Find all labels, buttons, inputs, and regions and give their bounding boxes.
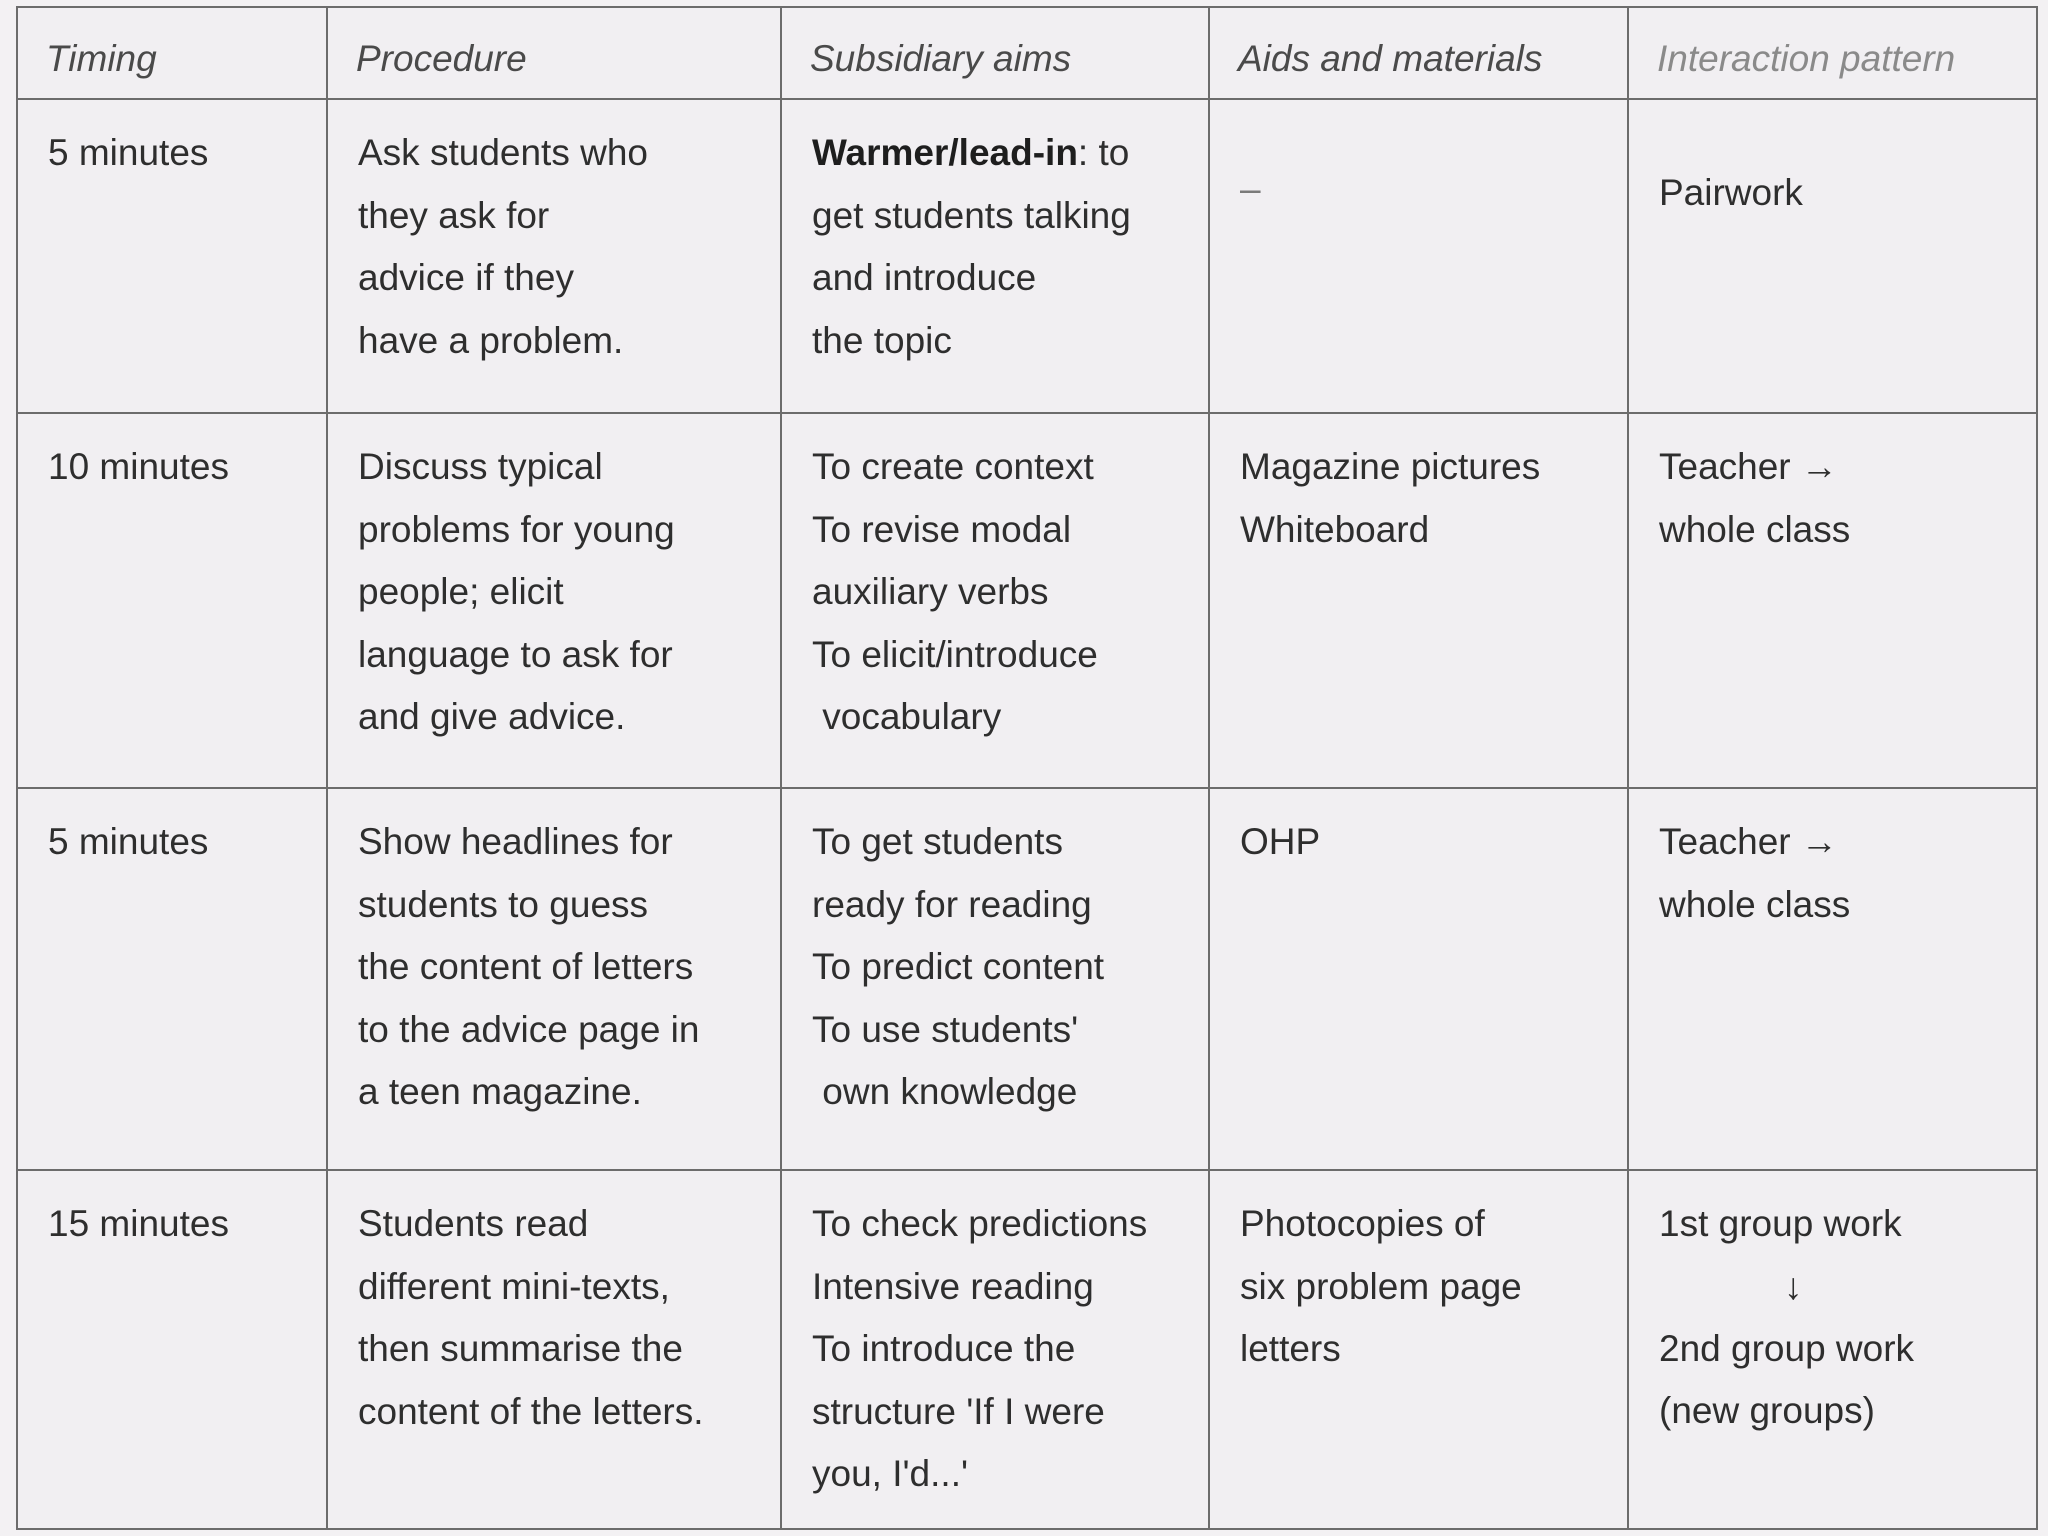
header-row xyxy=(17,7,2037,99)
cell-aids xyxy=(1209,788,1628,1170)
cell-timing xyxy=(17,413,327,788)
aids-line: letters xyxy=(1240,1328,1341,1369)
procedure-line: students to guess xyxy=(358,883,649,925)
aims-line: To create context xyxy=(812,446,1094,487)
cell-procedure xyxy=(327,788,781,1170)
aims-line: the topic xyxy=(812,319,952,361)
aims-line: ready for reading xyxy=(812,883,1092,925)
interaction-line: Teacher → xyxy=(1659,821,1838,862)
procedure-line: and give advice. xyxy=(358,696,626,737)
header-interaction-pattern: Interaction pattern xyxy=(1628,7,2037,99)
lesson-plan-table xyxy=(16,6,2038,1530)
aims-line: To check predictions xyxy=(812,1203,1148,1244)
interaction-line: 1st group work xyxy=(1659,1203,1902,1244)
aims-line: and introduce xyxy=(812,257,1037,298)
aims-line: To use students' xyxy=(812,1008,1079,1050)
cell-procedure xyxy=(327,1170,781,1529)
timing-text: 5 minutes xyxy=(48,132,209,173)
aids-line: six problem page xyxy=(1240,1265,1522,1307)
cell-interaction xyxy=(1628,788,2037,1170)
aims-line: To get students xyxy=(812,821,1063,862)
cell-interaction xyxy=(1628,413,2037,788)
procedure-line: Students read xyxy=(358,1203,589,1244)
aims-line: own knowledge xyxy=(812,1071,1078,1112)
procedure-line: they ask for xyxy=(358,194,550,236)
header-aids-materials: Aids and materials xyxy=(1209,7,1628,99)
timing-text: 15 minutes xyxy=(48,1203,229,1244)
cell-procedure xyxy=(327,99,781,413)
procedure-line: then summarise the xyxy=(358,1328,683,1369)
cell-aims xyxy=(781,788,1209,1170)
cell-timing xyxy=(17,99,327,413)
header-subsidiary-aims: Subsidiary aims xyxy=(781,7,1209,99)
aims-line: you, I'd...' xyxy=(812,1453,969,1494)
procedure-line: people; elicit xyxy=(358,571,564,612)
procedure-line: to the advice page in xyxy=(358,1008,700,1050)
cell-timing xyxy=(17,1170,327,1529)
procedure-line: Discuss typical xyxy=(358,446,603,487)
cell-aids xyxy=(1209,99,1628,413)
aims-line: get students talking xyxy=(812,194,1131,236)
aims-line: To revise modal xyxy=(812,508,1072,550)
cell-interaction xyxy=(1628,99,2037,413)
cell-timing xyxy=(17,788,327,1170)
procedure-line: Show headlines for xyxy=(358,821,673,862)
procedure-line: the content of letters xyxy=(358,946,694,987)
table-row xyxy=(17,413,2037,788)
procedure-line: advice if they xyxy=(358,257,574,298)
table-row xyxy=(17,99,2037,413)
interaction-line: whole class xyxy=(1659,508,1851,550)
header-timing: Timing xyxy=(17,7,327,99)
table-row xyxy=(17,788,2037,1170)
aims-line: To introduce the xyxy=(812,1328,1076,1369)
cell-interaction xyxy=(1628,1170,2037,1529)
procedure-line: different mini-texts, xyxy=(358,1265,670,1307)
interaction-line: whole class xyxy=(1659,883,1851,925)
aims-line: auxiliary verbs xyxy=(812,571,1049,612)
aims-line xyxy=(812,122,1188,185)
down-arrow-icon: ↓ xyxy=(1784,1265,1803,1307)
interaction-line: Teacher → xyxy=(1659,446,1838,487)
aims-bold-label: Warmer/lead-in xyxy=(812,132,1078,173)
aids-line: Whiteboard xyxy=(1240,508,1430,550)
aims-line-rest: : to xyxy=(1077,132,1130,173)
header-procedure: Procedure xyxy=(327,7,781,99)
cell-aids xyxy=(1209,1170,1628,1529)
interaction-line: 2nd group work xyxy=(1659,1327,1915,1369)
cell-procedure xyxy=(327,413,781,788)
cell-aims xyxy=(781,1170,1209,1529)
aids-line: Photocopies of xyxy=(1240,1203,1485,1244)
aims-line: To predict content xyxy=(812,946,1105,987)
interaction-line: Pairwork xyxy=(1659,172,1803,213)
aims-line: Intensive reading xyxy=(812,1265,1094,1307)
procedure-line: Ask students who xyxy=(358,132,648,173)
cell-aids xyxy=(1209,413,1628,788)
aids-line: OHP xyxy=(1240,821,1321,862)
interaction-line: (new groups) xyxy=(1659,1390,1875,1431)
aims-line: structure 'If I were xyxy=(812,1390,1105,1432)
procedure-line: language to ask for xyxy=(358,633,673,675)
timing-text: 5 minutes xyxy=(48,821,209,862)
aims-line: vocabulary xyxy=(812,696,1002,737)
procedure-line: content of the letters. xyxy=(358,1390,704,1432)
table-row xyxy=(17,1170,2037,1529)
procedure-line: have a problem. xyxy=(358,319,624,361)
procedure-line: problems for young xyxy=(358,508,675,550)
aids-line: Magazine pictures xyxy=(1240,446,1541,487)
aims-line: To elicit/introduce xyxy=(812,633,1098,675)
cell-aims xyxy=(781,99,1209,413)
aids-line: – xyxy=(1240,168,1261,209)
cell-aims xyxy=(781,413,1209,788)
procedure-line: a teen magazine. xyxy=(358,1071,642,1112)
timing-text: 10 minutes xyxy=(48,446,229,487)
